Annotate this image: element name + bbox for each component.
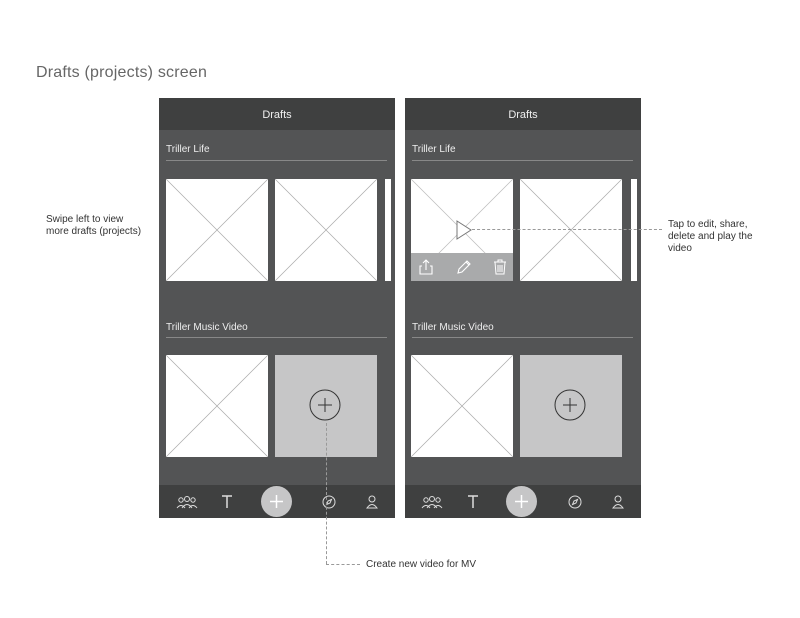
tab-text[interactable]	[457, 485, 489, 518]
draft-thumbnail-selected[interactable]	[411, 179, 513, 281]
page-title: Drafts (projects) screen	[36, 64, 208, 81]
screen-header: Drafts	[405, 98, 641, 130]
swipe-annotation	[46, 214, 141, 238]
tab-discover[interactable]	[559, 485, 591, 518]
section-divider	[412, 337, 633, 338]
tab-text[interactable]	[211, 485, 243, 518]
profile-icon	[366, 495, 378, 509]
image-placeholder-icon	[166, 179, 268, 281]
compass-icon	[568, 495, 582, 509]
section-label-triller-music-video: Triller Music Video	[412, 322, 494, 333]
add-circle-icon	[554, 389, 586, 421]
create-connector-line-vertical	[326, 423, 327, 564]
add-circle-icon	[309, 389, 341, 421]
delete-button[interactable]	[491, 258, 509, 276]
image-placeholder-icon	[275, 179, 377, 281]
tap-annotation-line2: delete and play the	[668, 231, 753, 242]
draft-thumbnail[interactable]	[166, 355, 268, 457]
create-annotation: Create new video for MV	[366, 559, 477, 570]
text-icon	[221, 495, 233, 509]
section-label-triller-life: Triller Life	[412, 144, 456, 155]
add-new-video-tile[interactable]	[520, 355, 622, 457]
text-icon	[467, 495, 479, 509]
pencil-icon	[455, 258, 473, 276]
share-icon	[417, 258, 435, 276]
draft-thumbnail-peek[interactable]	[385, 179, 391, 281]
plus-icon	[261, 486, 292, 517]
draft-thumbnail-peek[interactable]	[631, 179, 637, 281]
plus-icon	[506, 486, 537, 517]
share-button[interactable]	[417, 258, 435, 276]
edit-button[interactable]	[455, 258, 473, 276]
screen-header: Drafts	[159, 98, 395, 130]
section-label-triller-life: Triller Life	[166, 144, 210, 155]
trash-icon	[491, 258, 509, 276]
people-icon	[421, 495, 443, 509]
drafts-screen-1	[159, 98, 395, 518]
profile-icon	[612, 495, 624, 509]
image-placeholder-icon	[166, 355, 268, 457]
drafts-screen-2	[405, 98, 641, 518]
bottom-tab-bar	[405, 485, 641, 518]
tab-profile[interactable]	[602, 485, 634, 518]
swipe-annotation-line2: more drafts (projects)	[46, 226, 142, 237]
create-button[interactable]	[506, 486, 537, 517]
create-connector-line-horizontal	[326, 564, 360, 565]
tab-people[interactable]	[171, 485, 203, 518]
tab-people[interactable]	[416, 485, 448, 518]
image-placeholder-icon	[520, 179, 622, 281]
image-placeholder-icon	[411, 355, 513, 457]
section-divider	[166, 160, 387, 161]
section-label-triller-music-video: Triller Music Video	[166, 322, 248, 333]
section-divider	[412, 160, 633, 161]
tap-annotation-line3: video	[668, 243, 692, 254]
tap-annotation-line1: Tap to edit, share,	[668, 219, 748, 230]
section-divider	[166, 337, 387, 338]
tap-connector-line	[472, 229, 662, 230]
draft-thumbnail[interactable]	[275, 179, 377, 281]
draft-thumbnail[interactable]	[166, 179, 268, 281]
tab-discover[interactable]	[313, 485, 345, 518]
draft-thumbnail[interactable]	[411, 355, 513, 457]
bottom-tab-bar	[159, 485, 395, 518]
create-button[interactable]	[261, 486, 292, 517]
compass-icon	[322, 495, 336, 509]
tab-profile[interactable]	[356, 485, 388, 518]
play-icon[interactable]	[455, 219, 473, 241]
tap-annotation	[668, 219, 753, 255]
draft-thumbnail[interactable]	[520, 179, 622, 281]
people-icon	[176, 495, 198, 509]
draft-action-bar	[411, 253, 513, 281]
swipe-annotation-line1: Swipe left to view	[46, 214, 124, 225]
